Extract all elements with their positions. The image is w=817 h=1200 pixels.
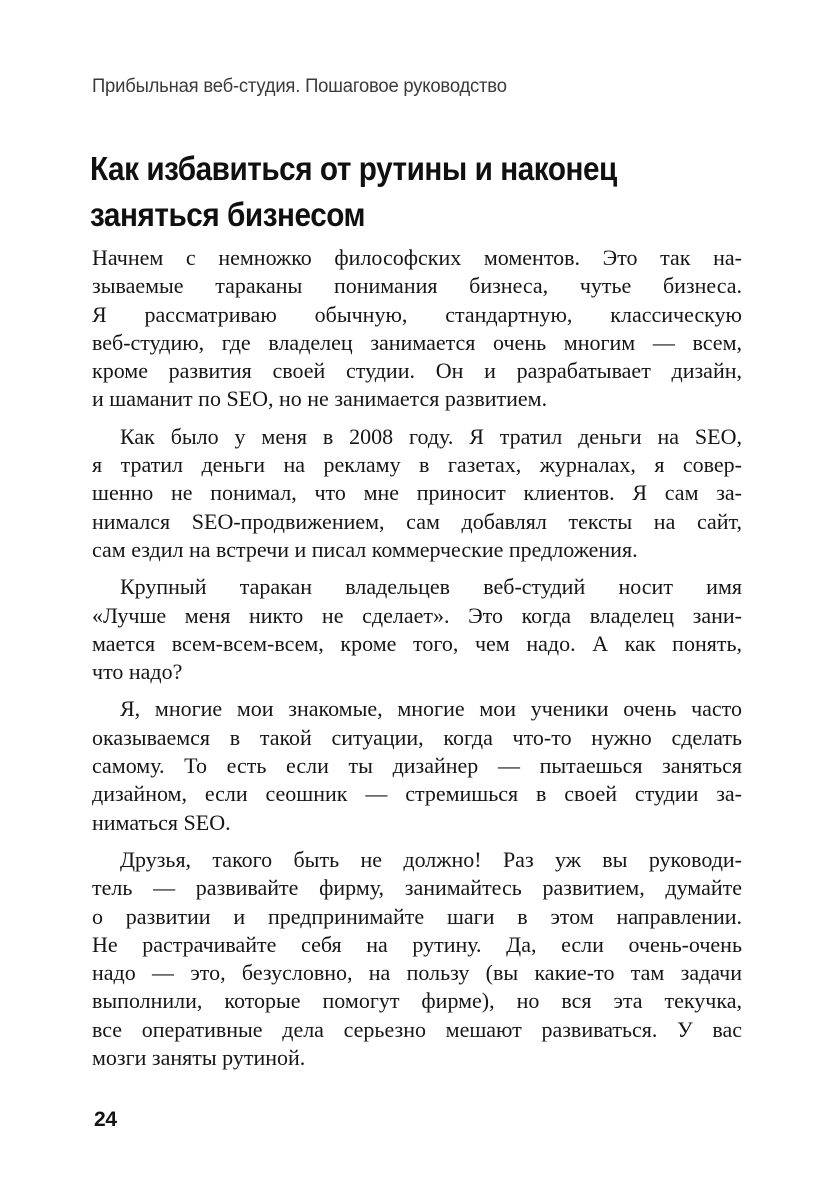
- page-title-line: заняться бизнесом: [90, 196, 366, 234]
- text-line: самому. То есть если ты дизайнер — пытаешься заняться: [92, 753, 742, 779]
- text-line: надо — это, безусловно, на пользу (вы какие-то там задачи: [92, 960, 742, 986]
- text-line: мозги заняты рутиной.: [92, 1045, 306, 1071]
- text-line: тель — развивайте фирму, занимайтесь развитием, думайте: [92, 875, 742, 901]
- paragraph: [92, 244, 742, 414]
- paragraph: [92, 573, 742, 686]
- text-line: кроме развития своей студии. Он и разрабатывает дизайн,: [92, 358, 742, 384]
- text-line: мается всем-всем-всем, кроме того, чем надо. А как понять,: [92, 630, 742, 656]
- text-line: Крупный таракан владельцев веб-студий носит имя: [120, 574, 742, 600]
- running-head: Прибыльная веб-студия. Пошаговое руководство: [92, 76, 507, 97]
- paragraph: [92, 846, 742, 1072]
- text-line: «Лучше меня никто не сделает». Это когда владелец зани-: [92, 602, 742, 628]
- page-title-line: Как избавиться от рутины и наконец: [90, 150, 617, 188]
- text-line: Как было у меня в 2008 году. Я тратил деньги на SEO,: [120, 423, 742, 449]
- text-line: оказываемся в такой ситуации, когда что-то нужно сделать: [92, 724, 742, 750]
- text-line: что надо?: [92, 659, 183, 685]
- paragraph: [92, 695, 742, 836]
- text-line: о развитии и предпринимайте шаги в этом направлении.: [92, 903, 742, 929]
- text-line: и шаманит по SEO, но не занимается развитием.: [92, 386, 548, 412]
- text-line: все оперативные дела серьезно мешают развиваться. У вас: [92, 1016, 742, 1042]
- text-line: зываемые тараканы понимания бизнеса, чутье бизнеса.: [92, 273, 742, 299]
- text-line: Друзья, такого быть не должно! Раз уж вы руководи-: [120, 846, 742, 872]
- body-text: [92, 244, 742, 1072]
- text-line: шенно не понимал, что мне приносит клиентов. Я сам за-: [92, 480, 742, 506]
- page-title: [90, 146, 720, 238]
- text-line: дизайном, если сеошник — стремишься в своей студии за-: [92, 781, 742, 807]
- text-line: я тратил деньги на рекламу в газетах, журналах, я совер-: [92, 452, 742, 478]
- text-line: сам ездил на встречи и писал коммерческие предложения.: [92, 536, 638, 562]
- text-line: Не растрачивайте себя на рутину. Да, если очень-очень: [92, 931, 742, 957]
- text-line: нимался SEO-продвижением, сам добавлял тексты на сайт,: [92, 508, 742, 534]
- text-line: Я, многие мои знакомые, многие мои ученики очень часто: [120, 696, 742, 722]
- text-line: Я рассматриваю обычную, стандартную, классическую: [92, 301, 742, 327]
- paragraph: [92, 423, 742, 564]
- text-line: выполнили, которые помогут фирме), но вся эта текучка,: [92, 988, 742, 1014]
- text-line: веб-студию, где владелец занимается очень многим — всем,: [92, 329, 742, 355]
- text-line: ниматься SEO.: [92, 809, 231, 835]
- page-number: 24: [94, 1108, 117, 1131]
- text-line: Начнем с немножко философских моментов. Это так на-: [92, 245, 742, 270]
